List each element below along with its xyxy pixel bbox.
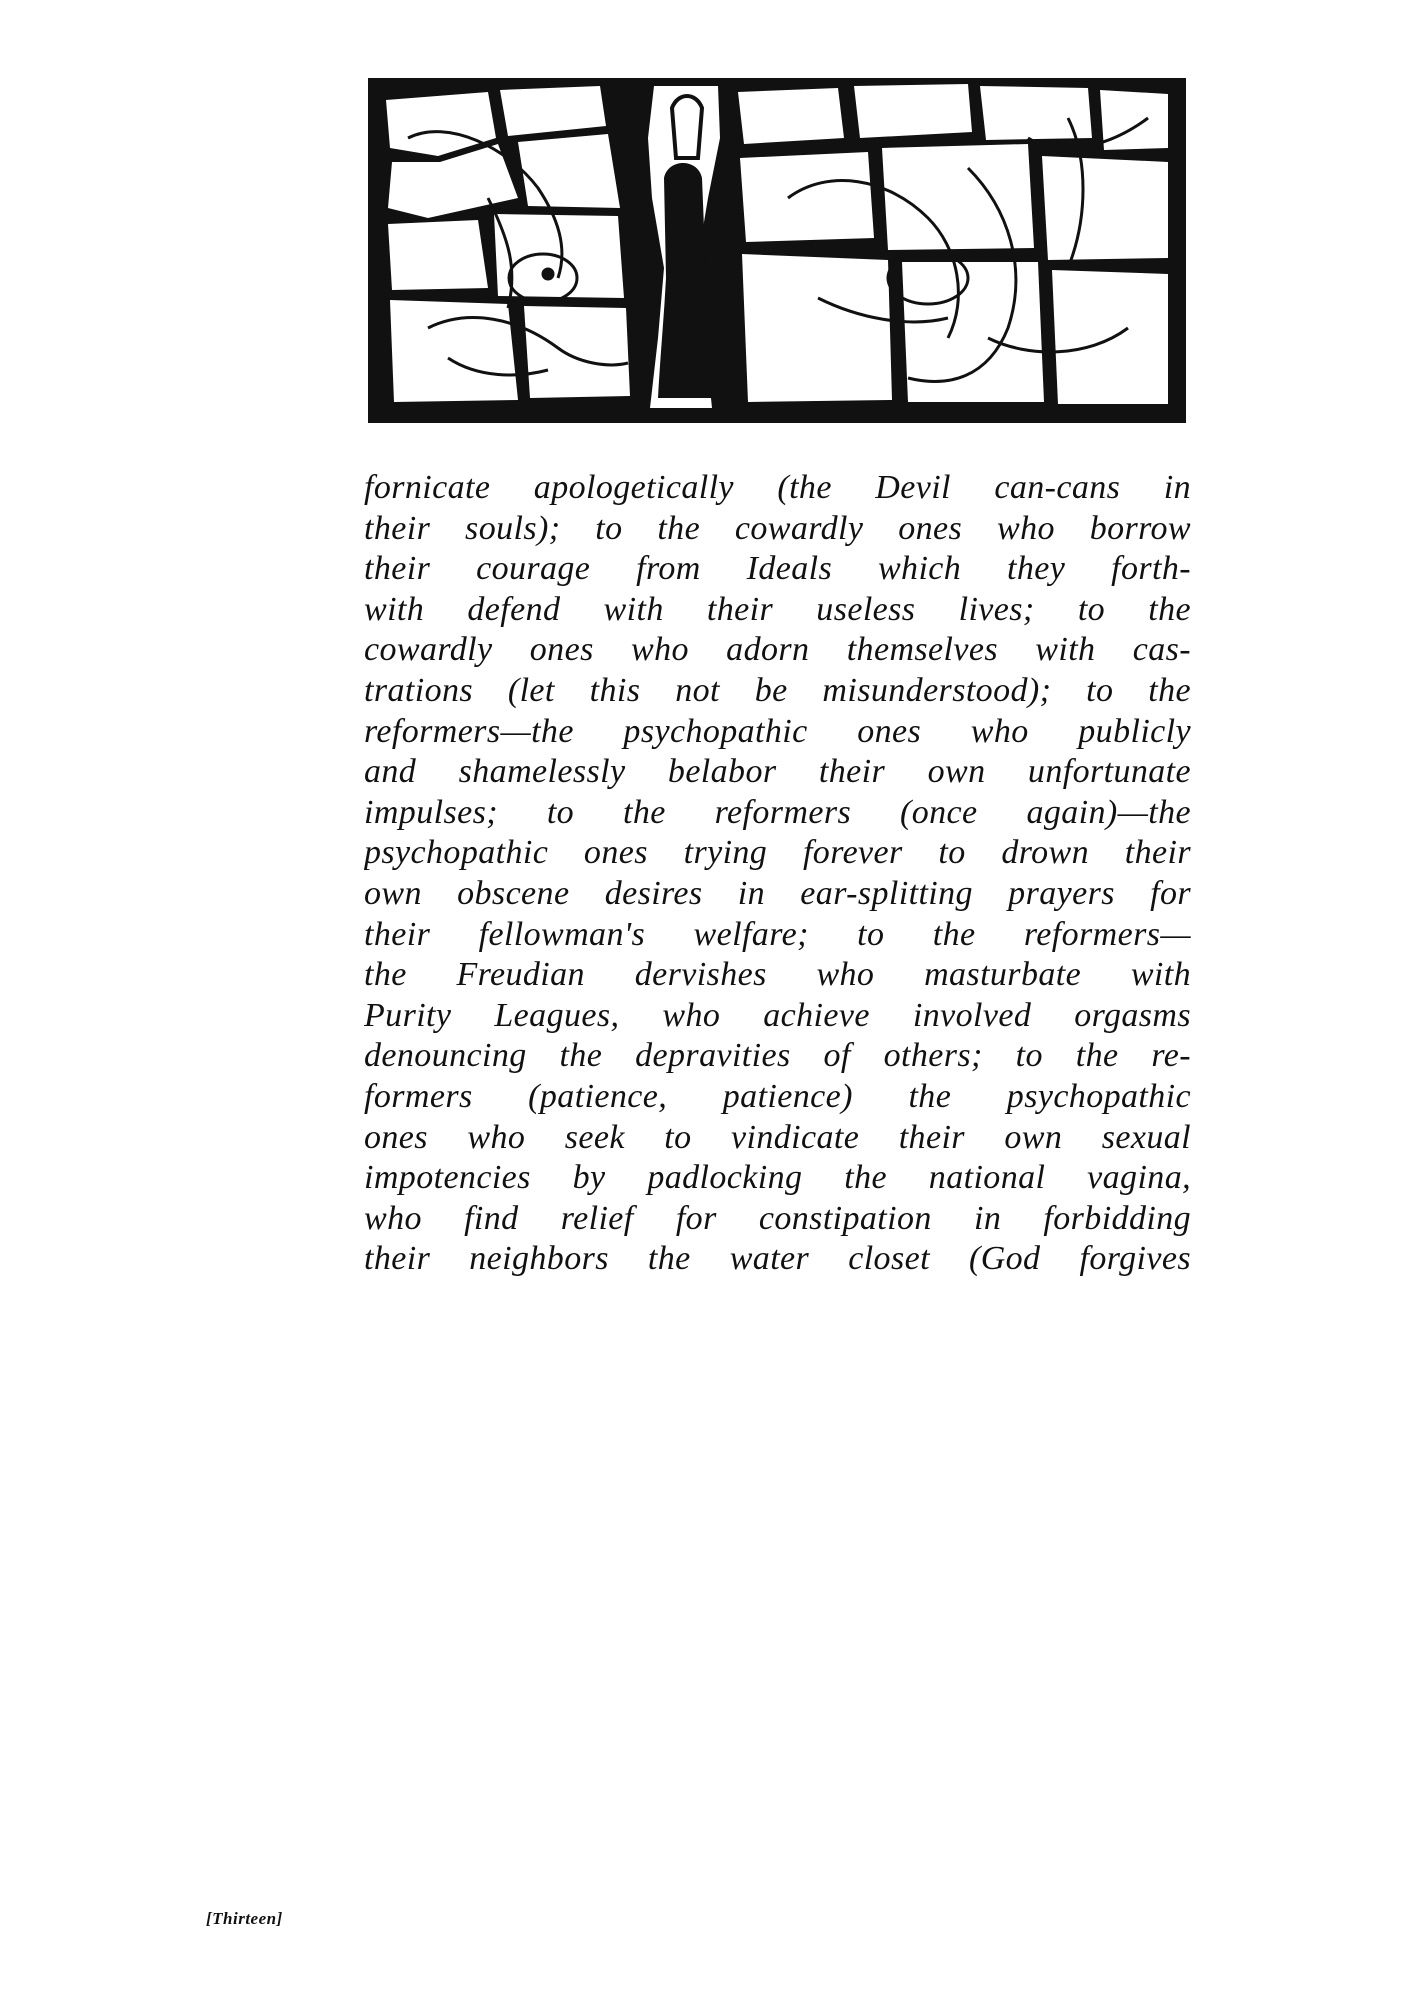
- text-line: reformers—the psychopathic ones who publicly: [364, 712, 1191, 750]
- text-line: with defend with their useless lives; to the: [364, 590, 1191, 628]
- woodcut-illustration-svg: [368, 78, 1186, 423]
- text-line: own obscene desires in ear-splitting prayers for: [364, 874, 1191, 912]
- text-line: ones who seek to vindicate their own sexual: [364, 1118, 1191, 1156]
- text-line: their courage from Ideals which they forth-: [364, 550, 1191, 588]
- text-line: their neighbors the water closet (God forgives: [364, 1240, 1191, 1278]
- text-line: trations (let this not be misunderstood); to the: [364, 671, 1191, 709]
- woodcut-illustration: [368, 78, 1186, 423]
- text-line: and shamelessly belabor their own unfortunate: [364, 753, 1191, 791]
- text-line: impulses; to the reformers (once again)—the: [364, 793, 1191, 831]
- text-line: impotencies by padlocking the national vagina,: [364, 1159, 1191, 1197]
- text-line: fornicate apologetically (the Devil can-cans in: [364, 469, 1191, 506]
- text-line: their souls); to the cowardly ones who borrow: [364, 509, 1191, 547]
- text-line: formers (patience, patience) the psychopathic: [364, 1077, 1191, 1115]
- page-number: [Thirteen]: [206, 1909, 283, 1928]
- text-line: who find relief for constipation in forbidding: [364, 1199, 1191, 1237]
- text-line: cowardly ones who adorn themselves with cas-: [364, 631, 1191, 669]
- text-line: denouncing the depravities of others; to the re-: [364, 1037, 1191, 1075]
- body-text: [364, 468, 1191, 1280]
- text-line: the Freudian dervishes who masturbate with: [364, 956, 1191, 994]
- text-line: Purity Leagues, who achieve involved orgasms: [364, 996, 1191, 1034]
- text-line: their fellowman's welfare; to the reformers—: [364, 915, 1191, 953]
- text-line: psychopathic ones trying forever to drown their: [364, 834, 1191, 872]
